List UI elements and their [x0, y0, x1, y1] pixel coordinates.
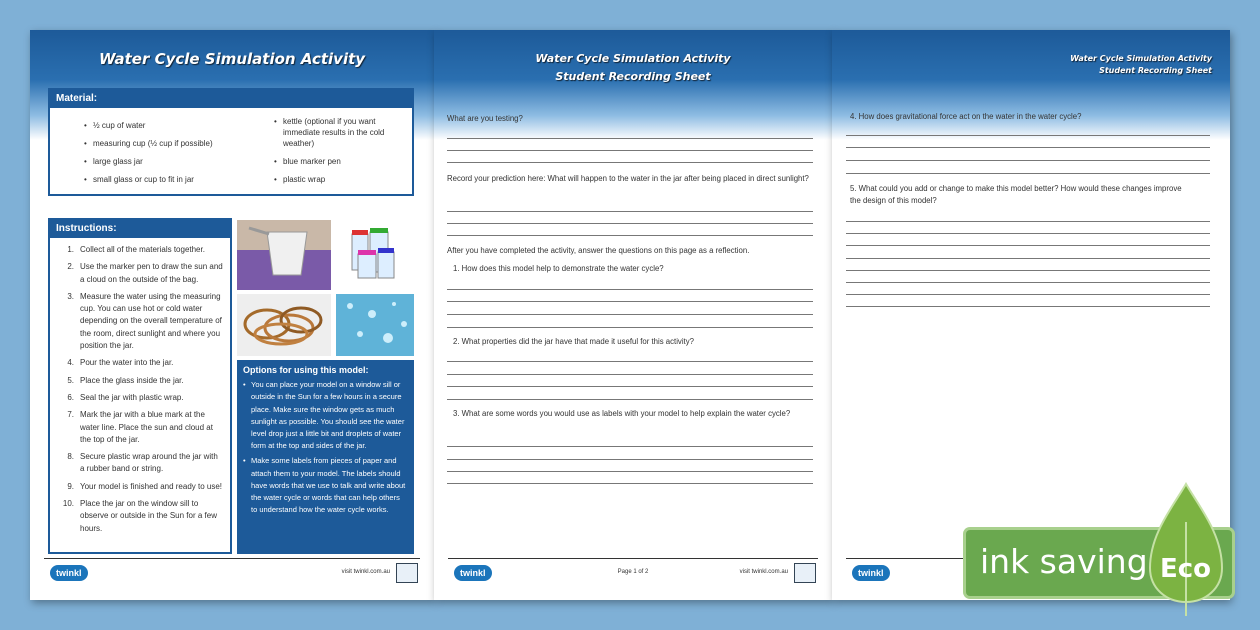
list-item: • You can place your model on a window sill or outside in the Sun for a few hours in a secure place. Make sure the window gets as much sunlight as possible. You should see the water level drop just a little bit and droplets of water form at the top and sides of the jar.	[243, 379, 408, 452]
answer-line	[846, 270, 1210, 271]
list-item: 8. Secure plastic wrap around the jar with a rubber band or string.	[67, 452, 218, 474]
list-item: • kettle (optional if you want immediate results in the cold weather)	[274, 116, 402, 149]
answer-line	[846, 147, 1210, 148]
measuring-cup-photo	[237, 220, 331, 290]
ink-saving-eco-badge	[966, 530, 1232, 596]
list-item: • Make some labels from pieces of paper and attach them to your model. The labels should have words that we use to talk and write about the water cycle or words that can help others to understand how the water cycle works.	[243, 455, 408, 516]
quality-badge-icon	[396, 563, 418, 583]
list-item: 4. Pour the water into the jar.	[67, 358, 174, 368]
glass-jars-photo	[336, 220, 414, 290]
instructions-heading: Instructions:	[50, 220, 230, 238]
list-item: 6. Seal the jar with plastic wrap.	[67, 392, 184, 402]
options-heading: Options for using this model:	[243, 365, 369, 375]
answer-line	[447, 459, 813, 460]
answer-line	[447, 314, 813, 315]
answer-line	[846, 306, 1210, 307]
footer-url: visit twinkl.com.au	[739, 569, 788, 575]
question-1: 1. How does this model help to demonstrate the water cycle?	[453, 264, 664, 273]
list-item: 9. Your model is finished and ready to use!	[67, 481, 223, 491]
list-item: • measuring cup (½ cup if possible)	[84, 138, 254, 149]
water-droplets-photo	[336, 294, 414, 356]
answer-line	[846, 294, 1210, 295]
worksheet-page-1	[30, 30, 434, 600]
answer-line	[846, 245, 1210, 246]
list-item: 1. Collect all of the materials together.	[67, 245, 205, 254]
answer-line	[846, 135, 1210, 136]
twinkl-logo: twinkl	[454, 565, 492, 581]
question-4: 4. How does gravitational force act on the water in the water cycle?	[850, 112, 1082, 121]
answer-line	[447, 301, 813, 302]
answer-line	[846, 282, 1210, 283]
list-item: 5. Place the glass inside the jar.	[67, 375, 184, 385]
answer-line	[447, 223, 813, 224]
question-3: 3. What are some words you would use as labels with your model to help explain the water cycle?	[453, 409, 791, 418]
list-item: 2. Use the marker pen to draw the sun and a cloud on the outside of the bag.	[67, 262, 223, 284]
answer-line	[447, 327, 813, 328]
question-prediction: Record your prediction here: What will happen to the water in the jar after being placed in direct sunlight?	[447, 174, 809, 183]
answer-line	[447, 138, 813, 139]
page-header-banner	[832, 30, 1230, 140]
list-item: 10. Place the jar on the window sill to observe or outside in the Sun for a few hours.	[62, 499, 217, 533]
ink-saving-label: ink saving	[980, 542, 1148, 581]
page-subtitle: Student Recording Sheet	[555, 70, 711, 83]
leaf-icon	[1148, 482, 1224, 618]
answer-line	[447, 211, 813, 212]
page-footer	[44, 558, 420, 588]
rubber-bands-photo	[237, 294, 331, 356]
answer-line	[447, 150, 813, 151]
answer-line	[447, 235, 813, 236]
page-title: Water Cycle Simulation Activity	[535, 52, 731, 65]
list-item: • small glass or cup to fit in jar	[84, 174, 254, 185]
question-2: 2. What properties did the jar have that made it useful for this activity?	[453, 337, 694, 346]
worksheet-page-2	[434, 30, 832, 600]
answer-line	[447, 289, 813, 290]
quality-badge-icon	[794, 563, 816, 583]
answer-line	[846, 233, 1210, 234]
eco-label: Eco	[1160, 554, 1212, 584]
page-footer	[448, 558, 818, 588]
answer-line	[447, 374, 813, 375]
answer-line	[447, 162, 813, 163]
instructions-list	[50, 238, 230, 535]
material-box	[48, 88, 414, 196]
page-subtitle: Student Recording Sheet	[1099, 66, 1212, 75]
instructions-box	[48, 218, 232, 554]
reflection-intro: After you have completed the activity, answer the questions on this page as a reflection.	[447, 246, 750, 255]
footer-url: visit twinkl.com.au	[341, 569, 390, 575]
question-5: 5. What could you add or change to make this model better? How would these changes improve the design of this model?	[850, 184, 1182, 205]
twinkl-logo: twinkl	[852, 565, 890, 581]
list-item: • large glass jar	[84, 156, 254, 167]
list-item: • blue marker pen	[274, 156, 402, 167]
answer-line	[846, 221, 1210, 222]
answer-line	[447, 471, 813, 472]
materials-list-right	[274, 116, 402, 192]
question-testing: What are you testing?	[447, 114, 523, 123]
material-heading: Material:	[50, 90, 412, 108]
list-item: • ½ cup of water	[84, 120, 254, 131]
answer-line	[846, 173, 1210, 174]
list-item: 3. Measure the water using the measuring cup. You can use hot or cold water depending on the overall temperature of the room, direct sunlight and where you position the jar.	[67, 291, 222, 351]
page-title: Water Cycle Simulation Activity	[1070, 54, 1212, 63]
options-box	[237, 360, 414, 554]
answer-line	[447, 446, 813, 447]
list-item: 7. Mark the jar with a blue mark at the water line. Place the sun and cloud at the top of the jar.	[67, 410, 213, 444]
list-item: • plastic wrap	[274, 174, 402, 185]
answer-line	[447, 386, 813, 387]
answer-line	[447, 399, 813, 400]
answer-line	[846, 258, 1210, 259]
twinkl-logo: twinkl	[50, 565, 88, 581]
answer-line	[447, 361, 813, 362]
answer-line	[447, 483, 813, 484]
answer-line	[846, 160, 1210, 161]
materials-list-left	[84, 120, 254, 192]
page-title: Water Cycle Simulation Activity	[98, 50, 366, 68]
page-number: Page 1 of 2	[617, 569, 649, 575]
